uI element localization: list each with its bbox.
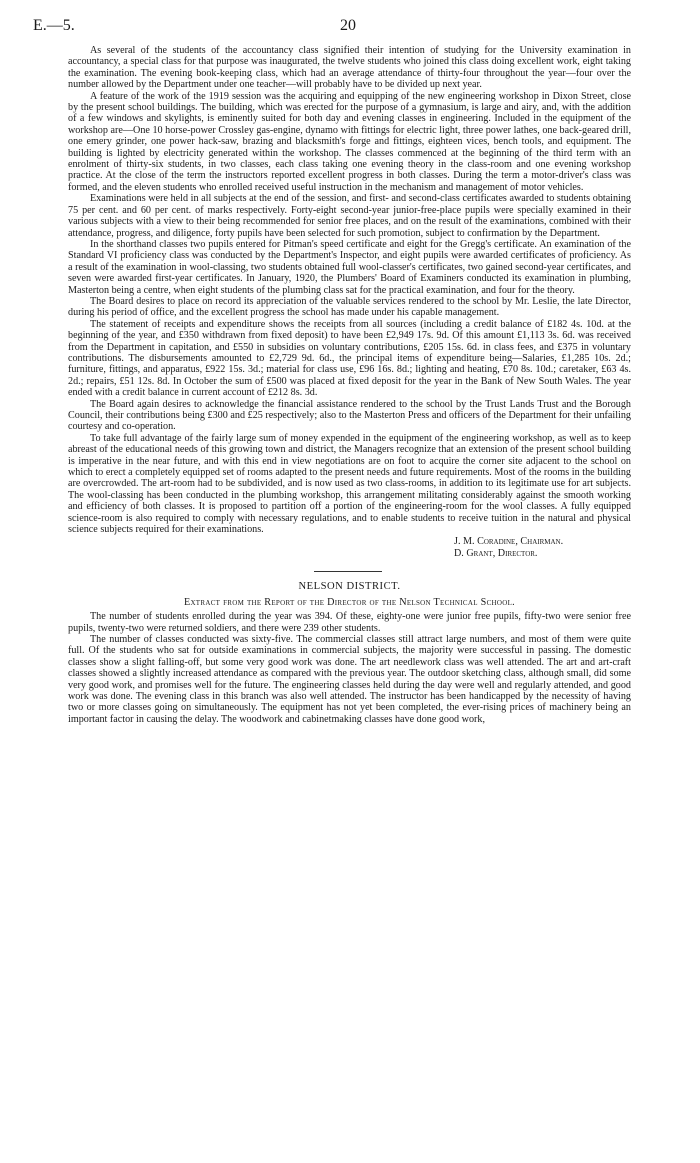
section-subheading: Extract from the Report of the Director of the Nelson Technical School. bbox=[183, 596, 516, 608]
paragraph-shorthand: In the shorthand classes two pupils entered for Pitman's speed certificate and eight for the Gregg's certificate. An examination of the Standard VI proficiency class was conducted by the Department's Inspector, and eight pupils were awarded certificates of proficiency. As a result of the examination in wool-classing, two students obtained full wool-classer's certificates, two gained second-year certificates, and seven were awarded first-year certificates. In January, 1920, the Plumbers' Board of Examiners conducted its examination in plumbing, Masterton being a centre, when eight students of the plumbing class sat for the practical examination, and four for the theory. bbox=[68, 238, 631, 296]
section-divider bbox=[314, 571, 382, 572]
document-body bbox=[68, 45, 631, 725]
paragraph-appreciation: The Board desires to place on record its appreciation of the valuable services rendered to the school by Mr. Leslie, the late Director, during his period of office, and the excellent progress the school has made under his capable management. bbox=[68, 295, 631, 319]
paragraph-examinations: Examinations were held in all subjects at the end of the session, and first- and second-class certificates awarded to students obtaining 75 per cent. and 60 per cent. of marks respectively. Forty-eight second-year junior-free-place pupils were specially examined in their various subjects with a view to their being recommended for senior free places, and on the result of the examinations, combined with their attendance, progress, and diligence, forty pupils have been selected for such promotion, subject to confirmation by the Department. bbox=[68, 193, 631, 239]
signature-chairman: J. M. Coradine, Chairman. bbox=[454, 536, 564, 548]
paragraph-financial-assistance: The Board again desires to acknowledge the financial assistance rendered to the school by the Trust Lands Trust and the Borough Council, their contributions being £300 and £25 respectively; also to the Masterton Press and officers of the Department for their unfailing courtesy and co-operation. bbox=[68, 398, 631, 433]
page-number: 20 bbox=[340, 17, 356, 34]
paragraph-nelson-classes: The number of classes conducted was sixty-five. The commercial classes still attract large numbers, and most of them were quite full. Of the students who sat for outside examinations in commercial subjects, the majority were successful in passing. The domestic classes show a slight falling-off, but some very good work was done. The art needlework class was well attended. The art and art-craft classes showed a slightly increased attendance as compared with the previous year. The outdoor sketching class, although small, did some very good work, and promises well for the future. The engineering classes held during the day were well and regularly attended, and good work was done. The evening class in this branch was also well attended. The instructor has been handicapped by the necessity of having two or more classes going on simultaneously. The equipment has not yet been completed, the ever-rising prices of machinery being an important factor in causing the delay. The woodwork and cabinetmaking classes have done good work, bbox=[68, 633, 631, 725]
section-heading: NELSON DISTRICT. bbox=[298, 581, 401, 593]
paragraph-accountancy: As several of the students of the accountancy class signified their intention of studying for the University examination in accountancy, a special class for that purpose was inaugurated, the twelve students who joined this class doing excellent work, eight taking the examination. The evening book-keeping class, which had an average attendance of thirty-four throughout the year—four over the number allowed by the Department under one teacher—will probably have to be divided up next year. bbox=[68, 45, 631, 91]
paragraph-extension: To take full advantage of the fairly large sum of money expended in the equipment of the engineering workshop, as well as to keep abreast of the educational needs of this growing town and district, the Managers recognize that an extension of the present school building is imperative in the near future, and with this end in view negotiations are on foot to acquire the corner site adjacent to the school on which to erect a completely equipped set of rooms adapted to the present needs and future requirements. Most of the rooms in the building are overcrowded. The art-room had to be subdivided, and is now used as two class-rooms, in addition to its legitimate use for art subjects. The wool-classing has been conducted in the plumbing workshop, this arrangement militating considerably against the smooth working and efficiency of both classes. It is proposed to partition off a portion of the engineering-room for the wool classes. A fully equipped science-room is also required to comply with necessary regulations, and to enable students to receive tuition in the natural and physical science subjects required for their examinations. bbox=[68, 432, 631, 536]
signature-block bbox=[454, 536, 631, 559]
paragraph-engineering-workshop: A feature of the work of the 1919 session was the acquiring and equipping of the new engineering workshop in Dixon Street, close by the present school buildings. The building, which was erected for the purpose of a gymnasium, is large and airy, and, with the addition of a few windows and skylights, is eminently suited for both day and evening classes in engineering. Included in the equipment of the workshop are—One 10 horse-power Crossley gas-engine, dynamo with fittings for electric light, three power lathes, one back-geared drill, one emery grinder, one power hack-saw, brazing and blacksmith's forge and fittings, eighteen vices, bench tools, and equipment. The building is lighted by electricity generated within the workshop. The classes commenced at the beginning of the third term with an enrolment of thirty-six students, in two classes, each class taking one evening theory in the class-room and one evening workshop practice. At the close of the term the instructors reported excellent progress in both classes. During the term a motor-driver's class was formed, and the eleven students who enrolled received useful instruction in the mechanism and management of motor vehicles. bbox=[68, 90, 631, 193]
page-reference: E.—5. bbox=[33, 17, 75, 34]
paragraph-receipts-expenditure: The statement of receipts and expenditure shows the receipts from all sources (including a credit balance of £182 4s. 10d. at the beginning of the year, and £350 withdrawn from fixed deposit) to have been £2,949 17s. 9d. Of this amount £1,113 3s. 6d. was received from the Department in capitation, and £550 in subsidies on voluntary contributions, £205 15s. 6d. in class fees, and £375 in voluntary contributions. The disbursements amounted to £2,729 9d. 6d., the principal items of expenditure being—Salaries, £1,285 10s. 2d.; furniture, fittings, and apparatus, £922 15s. 3d.; material for class use, £96 16s. 8d.; lighting and heating, £70 8s. 10d.; caretaker, £63 4s. 2d.; repairs, £51 12s. 8d. In October the sum of £500 was placed at fixed deposit for the year in the Bank of New South Wales. The year ended with a credit balance in current account of £212 8s. 3d. bbox=[68, 318, 631, 399]
signature-director: D. Grant, Director. bbox=[454, 547, 538, 559]
paragraph-nelson-enrolment: The number of students enrolled during the year was 394. Of these, eighty-one were junior free pupils, fifty-two were senior free pupils, twenty-two were returned soldiers, and there were 239 other students. bbox=[68, 611, 631, 634]
